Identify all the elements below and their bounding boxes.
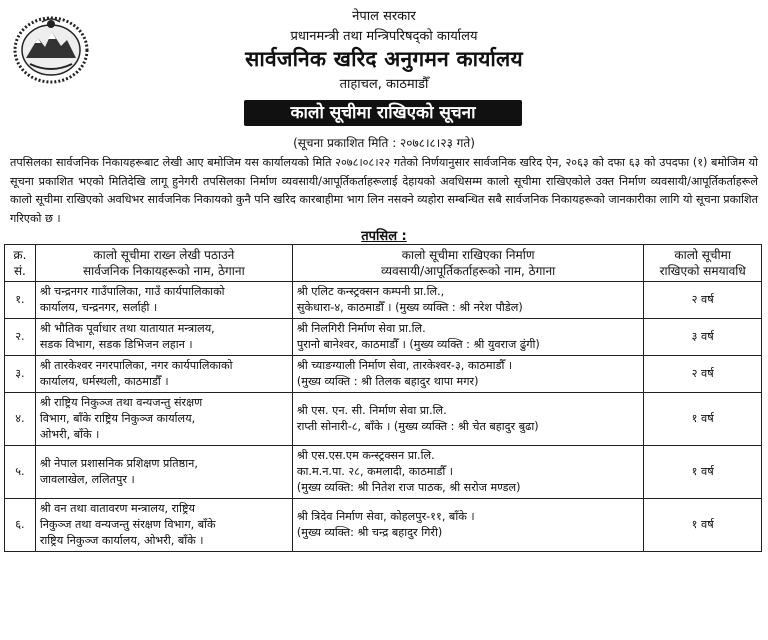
cell-firm-line: का.म.न.पा. २८, कमलादी, काठमाडौँ । bbox=[296, 465, 454, 478]
cell-sn bbox=[5, 393, 36, 446]
cell-entity-line: श्री तारकेश्वर नगरपालिका, नगर कार्यपालिकाको bbox=[39, 359, 233, 372]
office-address: ताहाचल, काठमाडौँ bbox=[339, 77, 429, 92]
cell-entity bbox=[35, 499, 292, 552]
cell-firm-line: राप्ती सोनारी-८, बाँके । (मुख्य व्यक्ति : श्री चेत बहादुर बुढा) bbox=[296, 420, 539, 433]
cell-firm bbox=[292, 499, 643, 552]
cell-sn-line: ४. bbox=[15, 412, 25, 425]
cell-entity-line: श्री भौतिक पूर्वाधार तथा यातायात मन्त्रालय, bbox=[39, 322, 215, 335]
cell-entity-line: सडक विभाग, सडक डिभिजन लहान । bbox=[39, 338, 193, 351]
cell-period-line: १ वर्ष bbox=[691, 518, 714, 531]
cell-entity-line: ओभरी, बाँके । bbox=[39, 428, 100, 441]
cell-firm bbox=[292, 393, 643, 446]
cell-period bbox=[644, 356, 762, 393]
cell-firm-line: श्री एलिट कन्स्ट्रक्सन कम्पनी प्रा.लि., bbox=[296, 285, 445, 298]
cell-sn bbox=[5, 282, 36, 319]
header-entity: कालो सूचीमा राख्न लेखी पठाउने सार्वजनिक निकायहरूको नाम, ठेगाना bbox=[35, 245, 292, 282]
cell-period-line: १ वर्ष bbox=[691, 412, 714, 425]
cell-firm-line: श्री निलगिरी निर्माण सेवा प्रा.लि. bbox=[296, 322, 426, 335]
cell-firm-line: श्री च्याङग्याली निर्माण सेवा, तारकेश्वर-३, काठमाडौँ । bbox=[296, 359, 513, 372]
cell-entity-line: कार्यालय, धर्मस्थली, काठमाडौँ । bbox=[39, 375, 169, 388]
cell-sn-line: ५. bbox=[15, 465, 25, 478]
cell-entity-line: श्री नेपाल प्रशासनिक प्रशिक्षण प्रतिष्ठान, bbox=[39, 457, 198, 470]
cell-firm-line: पुरानो बानेश्वर, काठमाडौँ । (मुख्य व्यक्ति : श्री युवराज ढुंगी) bbox=[296, 338, 540, 351]
office-name: सार्वजनिक खरिद अनुगमन कार्यालय bbox=[245, 47, 523, 71]
cell-entity bbox=[35, 446, 292, 499]
cell-period-line: १ वर्ष bbox=[691, 465, 714, 478]
cell-firm bbox=[292, 356, 643, 393]
cell-period-line: ३ वर्ष bbox=[691, 330, 714, 343]
ministry-office: प्रधानमन्त्री तथा मन्त्रिपरिषद्‌को कार्यालय bbox=[290, 29, 478, 44]
cell-sn bbox=[5, 356, 36, 393]
cell-entity-line: राष्ट्रिय निकुञ्ज कार्यालय, ओभरी, बाँके । bbox=[39, 534, 204, 547]
published-date: (सूचना प्रकाशित मिति : २०७८।८।२३ गते) bbox=[293, 136, 475, 150]
table-row bbox=[5, 499, 762, 552]
cell-entity-line: निकुञ्ज तथा वन्यजन्तु संरक्षण विभाग, बाँके bbox=[39, 518, 216, 531]
cell-sn bbox=[5, 446, 36, 499]
cell-sn-line: ६. bbox=[15, 518, 25, 531]
blacklist-table bbox=[4, 244, 762, 552]
cell-entity-line: श्री राष्ट्रिय निकुञ्ज तथा वन्यजन्तु संरक्षण bbox=[39, 396, 203, 409]
table-row bbox=[5, 282, 762, 319]
cell-firm bbox=[292, 282, 643, 319]
cell-entity bbox=[35, 393, 292, 446]
cell-firm bbox=[292, 446, 643, 499]
table-row bbox=[5, 356, 762, 393]
cell-firm-line: सुकेधारा-४, काठमाडौँ । (मुख्य व्यक्ति : श्री नरेश पौडेल) bbox=[296, 301, 523, 314]
notice-paragraph: तपसिलका सार्वजनिक निकायहरूबाट लेखी आए बमोजिम यस कार्यालयको मिति २०७८।०८।२२ गतेको निर्णयानुसार सार्वजनिक खरिद ऐन, २०६३ को दफा ६३ को उपदफा (१) बमोजिम यो सूचना प्रकाशित भएको मितिदेखि लागू हुनेगरी तपसिलका निर्माण व्यवसायी/आपूर्तिकर्ताहरूलाई देहायको अवधिसम्म कालो सूचीमा राखिएकोले उक्त निर्माण व्यवसायी/आपूर्तिकर्ताहरूले कालो सूचीमा राखिएको अवधिभर सार्वजनिक निकायको कुनै पनि खरिद कारबाहीमा भाग लिन नसक्ने व्यहोरा सम्बन्धित सबै सार्वजनिक निकायहरूको जानकारीका लागि यो सूचना प्रकाशित गरिएको छ । bbox=[10, 156, 759, 225]
cell-entity bbox=[35, 319, 292, 356]
cell-firm bbox=[292, 319, 643, 356]
cell-period-line: २ वर्ष bbox=[691, 367, 714, 380]
cell-period-line: २ वर्ष bbox=[691, 293, 714, 306]
cell-sn-line: ३. bbox=[15, 367, 25, 380]
cell-entity-line: श्री चन्द्रनगर गाउँपालिका, गाउँ कार्यपालिकाको bbox=[39, 285, 225, 298]
table-header-row bbox=[5, 245, 762, 282]
government-name: नेपाल सरकार bbox=[352, 9, 416, 24]
cell-period bbox=[644, 393, 762, 446]
cell-entity bbox=[35, 356, 292, 393]
cell-firm-line: (मुख्य व्यक्ति : श्री तिलक बहादुर थापा मगर) bbox=[296, 375, 479, 388]
cell-sn-line: १. bbox=[15, 293, 25, 306]
notice-title: कालो सूचीमा राखिएको सूचना bbox=[244, 100, 522, 126]
cell-entity bbox=[35, 282, 292, 319]
cell-entity-line: विभाग, बाँके राष्ट्रिय निकुञ्ज कार्यालय, bbox=[39, 412, 196, 425]
cell-sn bbox=[5, 499, 36, 552]
cell-entity-line: श्री वन तथा वातावरण मन्त्रालय, राष्ट्रिय bbox=[39, 502, 195, 515]
cell-period bbox=[644, 446, 762, 499]
table-row bbox=[5, 319, 762, 356]
cell-firm-line: श्री त्रिदेव निर्माण सेवा, कोहलपुर-११, बाँके । bbox=[296, 510, 475, 523]
cell-firm-line: श्री एस.एस.एम कन्स्ट्रक्सन प्रा.लि. bbox=[296, 449, 435, 462]
schedule-heading: तपसिल : bbox=[361, 229, 407, 244]
cell-period bbox=[644, 282, 762, 319]
cell-entity-line: कार्यालय, चन्द्रनगर, सर्लाही । bbox=[39, 301, 158, 314]
cell-sn-line: २. bbox=[15, 330, 25, 343]
header-period: कालो सूचीमा राखिएको समयावधि bbox=[644, 245, 762, 282]
table-row bbox=[5, 446, 762, 499]
cell-firm-line: (मुख्य व्यक्ति: श्री चन्द्र बहादुर गिरी) bbox=[296, 526, 443, 539]
header-sn: क्र. सं. bbox=[5, 245, 36, 282]
cell-sn bbox=[5, 319, 36, 356]
cell-entity-line: जावलाखेल, ललितपुर । bbox=[39, 473, 135, 486]
cell-period bbox=[644, 319, 762, 356]
cell-firm-line: श्री एस. एन. सी. निर्माण सेवा प्रा.लि. bbox=[296, 404, 447, 417]
cell-period bbox=[644, 499, 762, 552]
table-row bbox=[5, 393, 762, 446]
header-firm: कालो सूचीमा राखिएका निर्माण व्यवसायी/आपूर्तिकर्ताहरूको नाम, ठेगाना bbox=[292, 245, 643, 282]
cell-firm-line: (मुख्य व्यक्ति: श्री नितेश राज पाठक, श्री सरोज मण्डल) bbox=[296, 481, 521, 494]
